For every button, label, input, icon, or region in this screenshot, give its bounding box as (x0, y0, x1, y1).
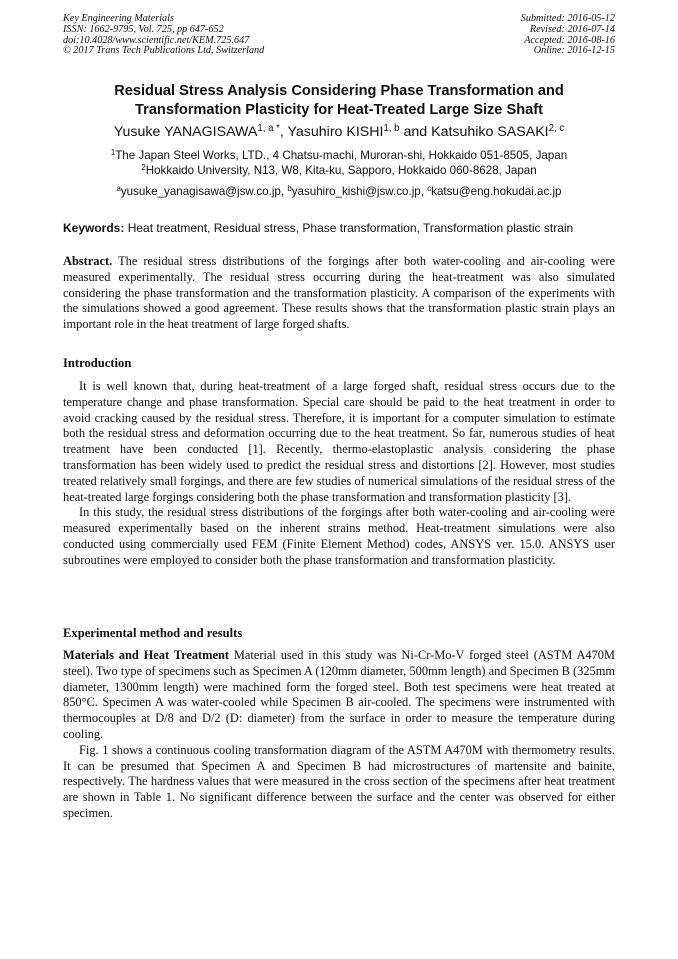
title-line-2: Transformation Plasticity for Heat-Treated Large Size Shaft (135, 101, 543, 118)
introduction-heading: Introduction (63, 356, 132, 370)
author-list (40, 123, 638, 141)
affiliations (40, 149, 638, 178)
experimental-paragraph-1 (63, 648, 615, 743)
materials-text: Material used in this study was Ni-Cr-Mo-V forged steel (ASTM A470M steel). Two type of specimens such as Specimen A (120mm diameter, 500mm length) and Specimen B (325mm diameter, 1300mm length) were machined form the forged steel. Both test specimens were heat treated at 850°C. Specimen A was water-cooled while Specimen B air-cooled. The specimens were instrumented with thermocouples at D/8 and D/2 (D: diameter) from the surface in order to measure the temperature during cooling. (63, 648, 615, 741)
journal-name: Key Engineering Materials (63, 13, 174, 24)
experimental-body (63, 648, 615, 822)
paper-title (40, 82, 638, 119)
affiliation-1 (40, 149, 638, 164)
header-right (521, 14, 615, 57)
online-date: Online: 2016-12-15 (533, 45, 615, 57)
submitted-date: Submitted: 2016-05-12 (520, 13, 615, 24)
email-link[interactable]: yusuke_yanagisawa@jsw.co.jp, (120, 185, 288, 198)
email-sup: b (287, 184, 292, 194)
affiliation-text: The Japan Steel Works, LTD., 4 Chatsu-machi, Muroran-shi, Hokkaido 051-8505, Japan (115, 149, 568, 162)
author-name: Yusuke YANAGISAWA (113, 124, 258, 140)
keywords-text: Heat treatment, Residual stress, Phase transformation, Transformation plastic strain (124, 221, 574, 235)
revised-date: Revised: 2016-07-14 (529, 23, 615, 35)
copyright-line: © 2017 Trans Tech Publications Ltd, Switzerland (63, 45, 265, 57)
affiliation-2 (40, 164, 638, 179)
author-sup: 2, c (548, 123, 565, 135)
keywords (63, 221, 615, 236)
email-link[interactable]: yasuhiro_kishi@jsw.co.jp, (291, 185, 428, 198)
experimental-paragraph-2: Fig. 1 shows a continuous cooling transformation diagram of the ASTM A470M with thermometry results. It can be presumed that Specimen A and Specimen B had microstructures of martensite and bainite, respectively. The hardness values that were measured in the cross section of the specimens after heat treatment are shown in Table 1. No significant difference between the surface and the center was observed for either specimen. (63, 742, 615, 820)
email-sup: a (116, 184, 121, 194)
introduction-paragraph-1: It is well known that, during heat-treatment of a large forged shaft, residual stress occurs due to the temperature change and phase transformation. Special care should be paid to the heat treatment in order to avoid cracking caused by the residual stress. Therefore, it is important for a computer simulation to estimate both the residual stress and deformation occurring due to the heat treatment. So far, numerous studies of heat treatment have been conducted [1]. Recently, thermo-elastoplastic analysis considering the phase transformation has been widely used to predict the residual stress and distortions [2]. However, most studies treated relatively small forgings, and there are few studies of numerical simulations of the residual stress of the heat-treated large forgings considering both the phase transformation and transformation plasticity [3]. (63, 379, 615, 504)
author-name: , Yasuhiro KISHI (279, 124, 384, 140)
experimental-heading: Experimental method and results (63, 626, 243, 640)
affiliation-text: Hokkaido University, N13, W8, Kita-ku, Sapporo, Hokkaido 060-8628, Japan (145, 163, 537, 177)
abstract-label: Abstract. (63, 254, 113, 268)
abstract-text: The residual stress distributions of the forgings after both water-cooling and air-cooling were measured experimentally. The residual stress occurring during the heat-treatment was also simulated considering the phase transformation and the transformation plasticity. A comparison of the experiments with the simulations showed a good agreement. These results shows that the transformation plastic strain plays an important role in the heat treatment of large forged shafts. (63, 254, 615, 332)
author-sup: 1, b (383, 123, 400, 135)
title-line-1: Residual Stress Analysis Considering Phase Transformation and (114, 83, 564, 99)
email-sup: c (427, 184, 432, 194)
affiliation-num: 1 (110, 148, 116, 158)
materials-subheading: Materials and Heat Treatment (63, 648, 230, 662)
author-emails (40, 185, 638, 200)
affiliation-num: 2 (141, 162, 146, 172)
doi-line[interactable]: doi:10.4028/www.scientific.net/KEM.725.647 (63, 34, 250, 46)
author-name: and Katsuhiko SASAKI (399, 124, 549, 140)
issn-line: ISSN: 1662-9795, Vol. 725, pp 647-652 (63, 23, 224, 35)
header-left (63, 14, 264, 57)
accepted-date: Accepted: 2016-08-16 (524, 34, 615, 46)
introduction-body (63, 379, 615, 569)
introduction-paragraph-2: In this study, the residual stress distributions of the forgings after both water-cooling and air-cooling were measured experimentally based on the inherent strains method. Heat-treatment simulations were also conducted using commercially used FEM (Finite Element Method) codes, ANSYS ver. 15.0. ANSYS user subroutines were employed to consider both the phase transformation and transformation plasticity. (63, 505, 615, 567)
keywords-label: Keywords: (63, 221, 125, 235)
author-sup: 1, a * (257, 123, 280, 135)
abstract (63, 254, 615, 333)
abstract-paragraph (63, 254, 615, 333)
email-link[interactable]: katsu@eng.hokudai.ac.jp (431, 185, 562, 198)
